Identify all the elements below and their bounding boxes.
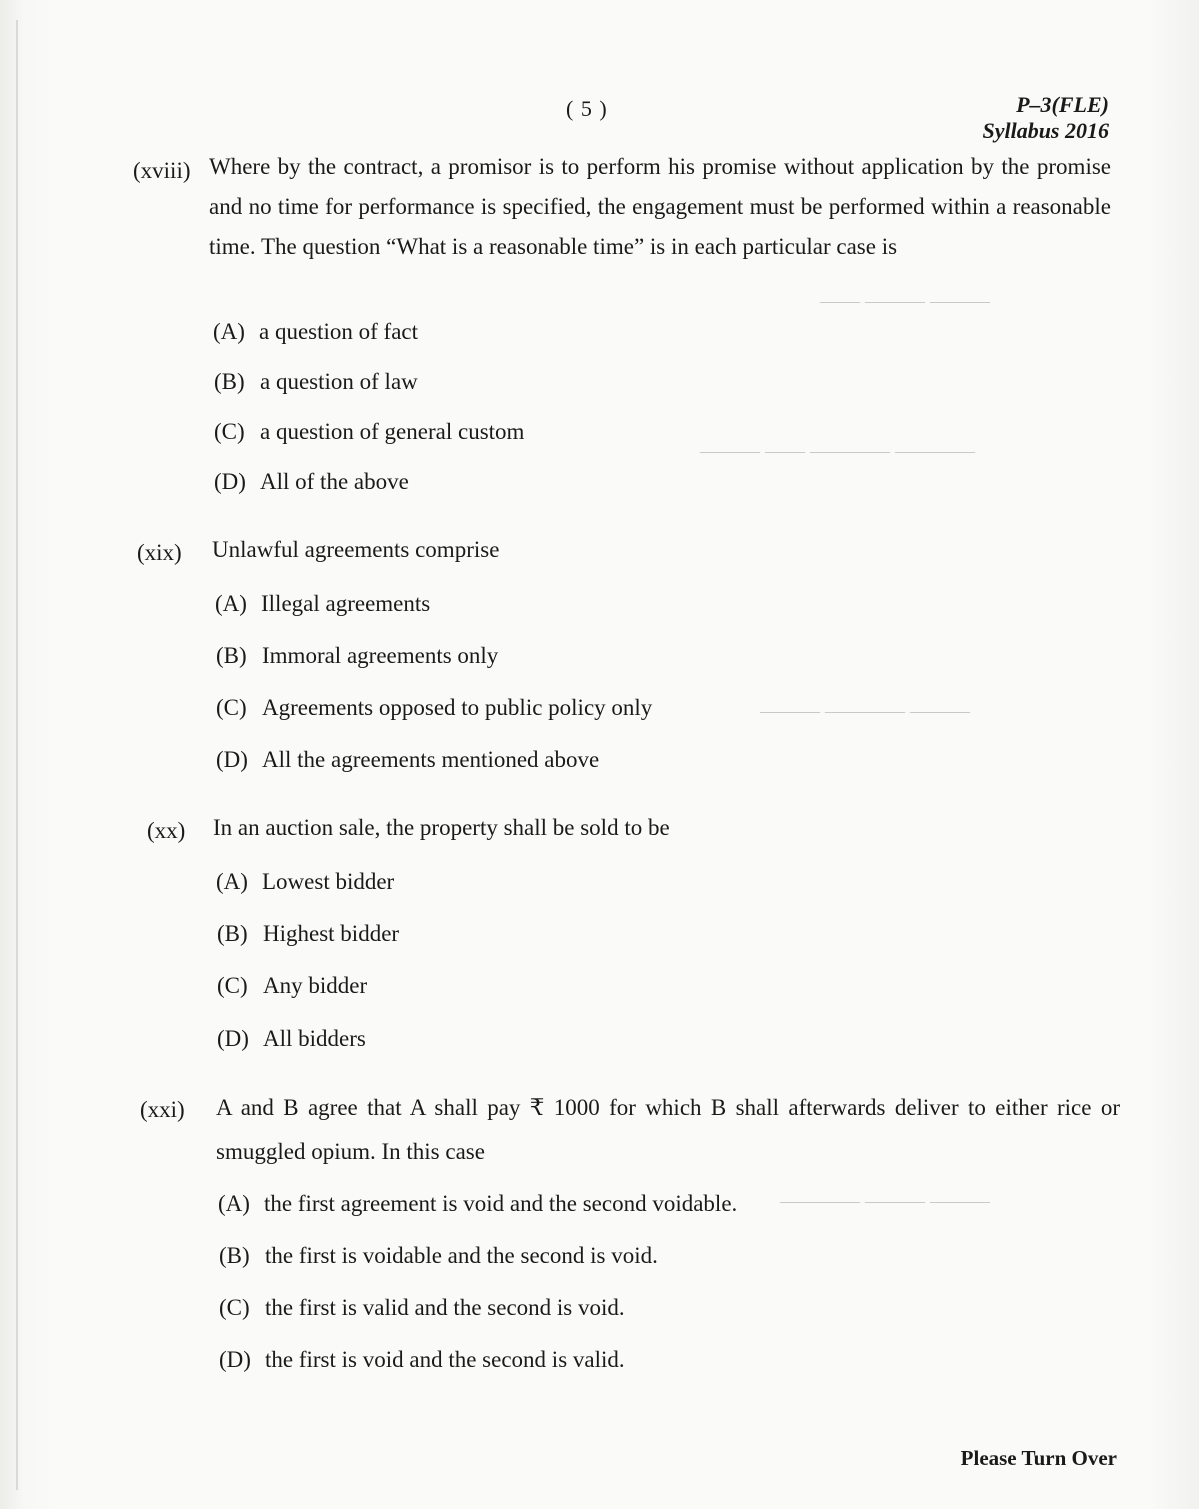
option-item bbox=[214, 419, 524, 445]
bleed-through-mark: ——— ——— —— bbox=[820, 290, 990, 312]
option-text: Any bidder bbox=[263, 973, 368, 998]
page-number: ( 5 ) bbox=[566, 96, 608, 121]
option-label: (A) bbox=[215, 591, 247, 616]
option-label: (A) bbox=[213, 319, 245, 344]
question-number: (xx) bbox=[147, 818, 186, 843]
option-text: the first is void and the second is valid. bbox=[265, 1347, 625, 1372]
option-item bbox=[213, 319, 418, 345]
option-item bbox=[214, 469, 409, 495]
option-item bbox=[217, 1026, 366, 1052]
question-number: (xviii) bbox=[133, 158, 191, 183]
question-stem: Where by the contract, a promisor is to perform his promise without application by the promise and no time for performance is specified, the engagement must be performed within a reasonable time. The question “What is a reasonable time” is in each particular case is bbox=[209, 154, 1111, 259]
option-label: (C) bbox=[216, 695, 247, 720]
option-label: (C) bbox=[219, 1295, 250, 1320]
option-item bbox=[219, 1347, 625, 1373]
option-item bbox=[214, 369, 418, 395]
option-text: Highest bidder bbox=[263, 921, 400, 946]
option-item bbox=[216, 695, 652, 721]
question-stem: In an auction sale, the property shall be sold to be bbox=[213, 815, 670, 840]
option-item bbox=[218, 1191, 737, 1217]
option-label: (B) bbox=[216, 643, 247, 668]
option-label: (B) bbox=[214, 369, 245, 394]
option-item bbox=[215, 591, 430, 617]
option-item bbox=[217, 973, 367, 999]
option-item bbox=[216, 643, 498, 669]
paper-code: P–3(FLE) bbox=[1016, 92, 1109, 117]
option-text: Illegal agreements bbox=[261, 591, 431, 616]
option-text: All the agreements mentioned above bbox=[262, 747, 600, 772]
bleed-through-mark: ——— ———— ——— bbox=[760, 700, 970, 722]
option-label: (D) bbox=[216, 747, 248, 772]
option-label: (D) bbox=[214, 469, 246, 494]
option-item bbox=[216, 747, 599, 773]
bleed-through-mark: ———— ———— —— ——— bbox=[700, 440, 975, 462]
option-label: (D) bbox=[217, 1026, 249, 1051]
option-item bbox=[216, 869, 394, 895]
option-text: All of the above bbox=[260, 469, 409, 494]
question-stem: A and B agree that A shall pay ₹ 1000 for which B shall afterwards deliver to either rice or smuggled opium. In this case bbox=[216, 1095, 1120, 1164]
option-label: (A) bbox=[218, 1191, 250, 1216]
option-label: (B) bbox=[219, 1243, 250, 1268]
option-label: (C) bbox=[214, 419, 245, 444]
option-label: (B) bbox=[217, 921, 248, 946]
option-label: (D) bbox=[219, 1347, 251, 1372]
page-edge-shadow bbox=[16, 20, 18, 1490]
option-text: Immoral agreements only bbox=[262, 643, 499, 668]
option-text: All bidders bbox=[263, 1026, 366, 1051]
please-turn-over: Please Turn Over bbox=[960, 1446, 1117, 1470]
option-text: the first agreement is void and the second voidable. bbox=[264, 1191, 738, 1216]
option-item bbox=[217, 921, 399, 947]
option-text: a question of law bbox=[260, 369, 418, 394]
option-label: (A) bbox=[216, 869, 248, 894]
bleed-through-mark: ——— ——— ———— bbox=[780, 1190, 990, 1212]
option-text: the first is voidable and the second is void. bbox=[265, 1243, 658, 1268]
option-text: the first is valid and the second is void. bbox=[265, 1295, 625, 1320]
question-number: (xxi) bbox=[140, 1097, 185, 1122]
option-text: a question of fact bbox=[259, 319, 419, 344]
option-label: (C) bbox=[217, 973, 248, 998]
option-item bbox=[219, 1295, 625, 1321]
option-text: a question of general custom bbox=[260, 419, 525, 444]
option-text: Lowest bidder bbox=[262, 869, 395, 894]
question-stem: Unlawful agreements comprise bbox=[212, 537, 500, 562]
question-number: (xix) bbox=[137, 540, 182, 565]
syllabus-label: Syllabus 2016 bbox=[982, 118, 1109, 143]
option-text: Agreements opposed to public policy only bbox=[262, 695, 653, 720]
option-item bbox=[219, 1243, 658, 1269]
